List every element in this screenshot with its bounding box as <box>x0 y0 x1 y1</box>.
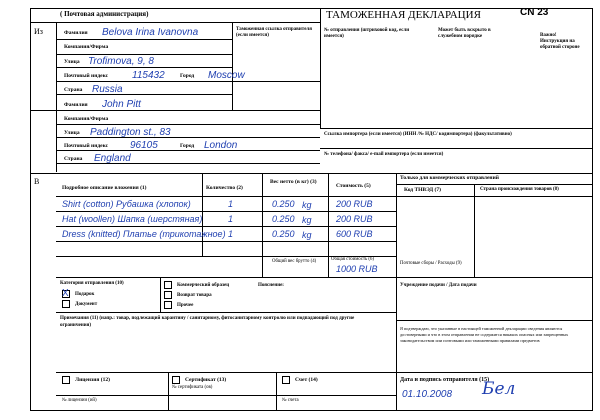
sender-reference-label: Таможенная ссылка отправителя (если имеется) <box>236 27 312 38</box>
sender-street-label: Улица <box>64 59 80 65</box>
postal-admin-label: ( Почтовая администрация) <box>60 10 149 18</box>
recipient-name-label: Фамилия <box>64 102 88 108</box>
invoice-checkbox[interactable] <box>282 376 290 384</box>
sender-name-value[interactable]: Belova Irina Ivanovna <box>102 27 199 38</box>
form-code: CN 23 <box>520 7 549 18</box>
sender-date[interactable]: 01.10.2008 <box>402 389 453 400</box>
description-header: Подробное описание вложения (1) <box>62 185 147 191</box>
postal-charges-label: Почтовые сборы / Расходы (9) <box>400 261 462 266</box>
office-date-label: Учреждение подачи / Дата подачи <box>400 283 477 288</box>
commercial-sample-label: Коммерческий образец <box>177 283 230 288</box>
recipient-street-value[interactable]: Paddington st., 83 <box>90 127 171 138</box>
explanation-label: Пояснение: <box>258 283 284 288</box>
recipient-city-label: Город <box>180 143 195 149</box>
sender-country-label: Страна <box>64 87 83 93</box>
commercial-header: Только для коммерческих отправлений <box>400 175 499 181</box>
commercial-sample-checkbox[interactable] <box>164 281 172 289</box>
sender-name-label: Фамилия <box>64 30 88 36</box>
sender-city-label: Город <box>180 73 195 79</box>
value-header: Стоимость (5) <box>336 183 371 189</box>
license-label: Лицензия (12) <box>75 377 110 383</box>
item-weight-unit: kg <box>302 230 312 240</box>
sender-street-value[interactable]: Trofimova, 9, 8 <box>88 56 154 67</box>
origin-country-header: Страна происхождения товаров (8) <box>480 187 559 192</box>
item-description[interactable]: Hat (woollen) Шапка (шерстяная) <box>62 214 203 224</box>
item-weight-unit: kg <box>302 215 312 225</box>
sender-country-value[interactable]: Russia <box>92 84 123 95</box>
to-section-label: В <box>34 177 40 186</box>
certificate-number-label: № сертификата (ов) <box>172 385 213 390</box>
item-description[interactable]: Dress (knitted) Платье (трикотажное) <box>62 229 226 239</box>
other-checkbox[interactable] <box>164 301 172 309</box>
invoice-number-label: № счета <box>282 398 299 403</box>
item-weight[interactable]: 0.250 <box>272 214 295 224</box>
tracking-number-label: № отправления (штриховой код, если имеется) <box>324 28 410 39</box>
gift-check-mark: X <box>62 288 69 299</box>
item-quantity[interactable]: 1 <box>228 229 234 239</box>
other-label: Прочее <box>177 303 194 308</box>
item-quantity[interactable]: 1 <box>228 214 234 224</box>
declaration-text: Я подтверждаю, что указанные в настоящей таможенной декларации сведения являются достоверными и что в этом отправлении не содержится никаких опасных или запрещенных законодательством или почтовыми или таможенными правилами предметов <box>400 326 569 343</box>
from-section-label: Из <box>34 27 43 36</box>
sender-company-label: Компания/Фирма <box>64 44 109 50</box>
item-value[interactable]: 600 RUB <box>336 229 373 239</box>
recipient-country-label: Страна <box>64 156 83 162</box>
recipient-postcode-value[interactable]: 96105 <box>130 140 158 151</box>
item-description[interactable]: Shirt (cotton) Рубашка (хлопок) <box>62 199 191 209</box>
remarks-label: Примечания (11) (напр.: товар, подлежащий карантину / санитарному, фитосанитарному контролю или подпадающий под другие ограничения) <box>60 316 355 328</box>
sender-signature[interactable]: Бел <box>482 379 516 399</box>
item-value[interactable]: 200 RUB <box>336 214 373 224</box>
total-value[interactable]: 1000 RUB <box>336 264 378 274</box>
returned-goods-label: Возврат товара <box>177 293 212 298</box>
recipient-country-value[interactable]: England <box>94 153 131 164</box>
certificate-checkbox[interactable] <box>172 376 180 384</box>
document-label: Документ <box>75 302 98 307</box>
form-title: ТАМОЖЕННАЯ ДЕКЛАРАЦИЯ <box>326 9 481 21</box>
item-weight[interactable]: 0.250 <box>272 229 295 239</box>
importer-contact-label: № телефона/ факса/ e-mail импортера (если имеется) <box>324 152 444 157</box>
item-weight[interactable]: 0.250 <box>272 199 295 209</box>
invoice-label: Счет (14) <box>295 377 318 383</box>
quantity-header: Количество (2) <box>206 185 243 191</box>
category-label: Категория отправления (10) <box>60 281 124 286</box>
recipient-name-value[interactable]: John Pitt <box>102 99 141 110</box>
license-number-label: № лицензии (ий) <box>62 398 97 403</box>
item-quantity[interactable]: 1 <box>228 199 234 209</box>
sender-city-value[interactable]: Moscow <box>208 70 245 81</box>
recipient-company-label: Компания/Фирма <box>64 116 109 122</box>
recipient-postcode-label: Почтовый индекс <box>64 143 109 149</box>
sender-postcode-label: Почтовый индекс <box>64 73 109 79</box>
date-signature-label: Дата и подпись отправителя (15) <box>400 377 490 383</box>
total-value-label: Общая стоимость (6) <box>331 257 375 262</box>
importer-reference-label: Ссылка импортера (если имеется) (ИНН /№ НДС/ кодимпортера) (факультативно) <box>324 132 512 137</box>
sender-postcode-value[interactable]: 115432 <box>132 70 165 81</box>
may-be-opened-label: Может быть вскрыто в служебном порядке <box>438 28 491 39</box>
recipient-street-label: Улица <box>64 130 80 136</box>
certificate-label: Сертификат (13) <box>185 377 227 383</box>
recipient-city-value[interactable]: London <box>204 140 238 151</box>
gift-label: Подарок <box>75 292 95 297</box>
item-value[interactable]: 200 RUB <box>336 199 373 209</box>
important-label: Важно! <box>540 33 557 38</box>
weight-header: Вес нетто (в кг) (3) <box>270 179 317 185</box>
returned-goods-checkbox[interactable] <box>164 291 172 299</box>
license-checkbox[interactable] <box>62 376 70 384</box>
document-checkbox[interactable] <box>62 300 70 308</box>
total-weight-label: Общий вес брутто (4) <box>272 259 317 264</box>
instruction-label: Инструкция на обратной стороне <box>540 39 580 50</box>
hs-code-header: Код ТНВЭД (7) <box>404 187 441 193</box>
item-weight-unit: kg <box>302 200 312 210</box>
